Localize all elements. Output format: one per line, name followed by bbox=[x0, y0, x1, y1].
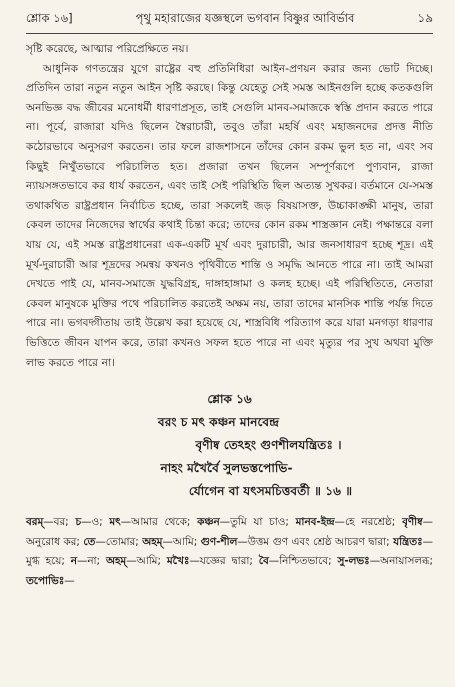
synonym-term: চ bbox=[75, 516, 82, 529]
purport-body bbox=[26, 40, 433, 373]
synonym-meaning: আমার থেকে bbox=[131, 516, 187, 529]
synonym-term: অহম্ bbox=[142, 535, 163, 548]
synonym-term: তপোভিঃ bbox=[26, 574, 65, 587]
synonym-meaning: তুমি যা চাও bbox=[230, 516, 286, 529]
synonym-term: মখৈঃ bbox=[166, 555, 190, 568]
synonym-term: বৃণীষ্ব bbox=[402, 516, 423, 529]
purport-paragraph: সৃষ্টি করেছে, আত্মার পরিপ্রেক্ষিতে নয়। bbox=[26, 43, 189, 55]
header-verse-ref: শ্লোক ১৬] bbox=[26, 11, 73, 25]
synonym-meaning: অনায়াসলব্ধ bbox=[380, 555, 430, 568]
synonym-meaning: নিশ্চিতভাবে bbox=[279, 555, 329, 568]
synonym-term: বরম্ bbox=[26, 516, 44, 529]
synonym-term: যন্ত্রিতঃ bbox=[393, 535, 423, 548]
verse-line: র্যোগেন বা যৎসমচিত্তবর্তী ॥ ১৬ ॥ bbox=[188, 484, 353, 499]
synonym-term: বৈ bbox=[258, 555, 269, 568]
purport-paragraph: আধুনিক গণতন্ত্রের যুগে রাষ্ট্রের বহু প্রতিনিধিরা আইন-প্রণয়ন করার জন্য ভোট দিচ্ছে। প্রতিদিন তারা নতুন নতুন আইন সৃষ্টি করছে। কিন্তু যেহেতু সেই সমস্ত আইনগুলি হচ্ছে কতকগুলি অনভিজ্ঞ বদ্ধ জীবের মনোধর্মী ধারণাপ্রসূত, তাই সেগুলি মানব-সমাজকে স্বস্তি প্রদান করতে পারে না। পূর্বে, রাজারা যদিও ছিলেন স্বৈরাচারী, তবুও তাঁরা মহর্ষি এবং মহাজনদের প্রদত্ত নীতি কঠোরভাবে অনুসরণ করতেন। তার ফলে রাজশাসনে তাঁদের কোন রকম ভুল হত না, এবং সব কিছুই নিখুঁতভাবে পরিচালিত হত। প্রজারা তখন ছিলেন সম্পূর্ণরূপে পুণ্যবান, রাজা ন্যায়সঙ্গতভাবে কর ধার্য করতেন, এবং তাই সেই পরিস্থিতি ছিল অত্যন্ত সুখকর। বর্তমানে যে-সমস্ত তথাকথিত রাষ্ট্রপ্রধান নির্বাচিত হচ্ছে, তারা সকলেই জড় বিষয়াসক্ত, উচ্চাকাঙ্ক্ষী মানুষ, তারা কেবল তাদের নিজেদের স্বার্থের কথাই চিন্তা করে; তাদের কোন রকম শাস্ত্রজ্ঞান নেই। পক্ষান্তরে বলা যায় যে, এই সমস্ত রাষ্ট্রপ্রধানেরা এক-একটি মূর্খ এবং দুরাচারী, আর জনসাধারণ হচ্ছে শূদ্র। এই মূর্খ-দুরাচারী আর শূদ্রদের সমন্বয় কখনও পৃথিবীতে শান্তি ও সমৃদ্ধি আনতে পারে না। তাই আমরা দেখতে পাই যে, মানব-সমাজে যুদ্ধবিগ্রহ, দাঙ্গাহাঙ্গামা ও কলহ হচ্ছে। এই পরিস্থিতিতে, নেতারা কেবল মানুষকে মুক্তির পথে পরিচালিত করতেই অক্ষম নয়, তারা তাদের মানসিক শান্তি পর্যন্ত দিতে পারে না। ভগবদ্গীতায় তাই উল্লেখ করা হয়েছে যে, শাস্ত্রবিধি পরিত্যাগ করে যারা মনগড়া ধারণার ভিত্তিতে জীবন যাপন করে, তারা কখনও সফল হতে পারে না এবং মৃত্যুর পর সুখ অথবা মুক্তি লাভ করতে পারে না। bbox=[26, 62, 433, 369]
synonym-term: মানব-ইন্দ্র bbox=[295, 516, 335, 529]
synonym-term: তে bbox=[83, 535, 96, 548]
synonym-term: সু-লভঃ bbox=[337, 555, 370, 568]
synonym-term: কঞ্চন bbox=[197, 516, 220, 529]
synonym-term: ন bbox=[70, 555, 77, 568]
synonym-term: গুণ-শীল bbox=[200, 535, 238, 548]
synonym-meaning: ও bbox=[91, 516, 100, 529]
verse-block bbox=[26, 387, 433, 503]
synonym-meaning: বর bbox=[53, 516, 66, 529]
verse-line: বৃণীষ্ব তেঽহং গুণশীলযন্ত্রিতঃ । bbox=[195, 438, 342, 453]
synonym-meaning: উত্তম গুণ এবং শ্রেষ্ঠ আচরণ দ্বারা bbox=[247, 535, 387, 548]
verse-line: বরং চ মৎ কঞ্চন মানবেন্দ্র bbox=[157, 415, 280, 430]
verse-line: নাহং মখৈর্বৈ সুলভস্তপোভি- bbox=[160, 461, 293, 476]
page-header bbox=[26, 10, 433, 30]
synonym-term: মৎ bbox=[109, 516, 121, 529]
synonym-meaning: যজ্ঞের দ্বারা bbox=[199, 555, 250, 568]
synonym-meaning: তোমার bbox=[105, 535, 136, 548]
header-rule bbox=[26, 33, 433, 34]
header-chapter-title: পৃথু মহারাজের যজ্ঞস্থলে ভগবান বিষ্ণুর আবির্ভাব bbox=[135, 11, 355, 25]
synonym-term: অহম্ bbox=[105, 555, 127, 568]
synonym-meaning: হে নরশ্রেষ্ঠ bbox=[344, 516, 392, 529]
synonym-meaning: মুগ্ধ হয়ে bbox=[26, 555, 62, 568]
verse-title: শ্লোক ১৬ bbox=[207, 392, 252, 407]
synonym-meaning: আমি bbox=[172, 535, 194, 548]
synonyms-paragraph: বরম্—বর; চ—ও; মৎ—আমার থেকে; কঞ্চন—তুমি যা চাও; মানব-ইন্দ্র—হে নরশ্রেষ্ঠ; বৃণীষ্ব—অনুরোধ কর; তে—তোমার; অহম্—আমি; গুণ-শীল—উত্তম গুণ এবং শ্রেষ্ঠ আচরণ দ্বারা; যন্ত্রিতঃ—মুগ্ধ হয়ে; ন—না; অহম্—আমি; মখৈঃ—যজ্ঞের দ্বারা; বৈ—নিশ্চিতভাবে; সু-লভঃ—অনায়াসলব্ধ; তপোভিঃ— bbox=[26, 516, 434, 587]
synonym-meaning: অনুরোধ কর bbox=[26, 535, 77, 548]
page-number: ১৯ bbox=[417, 11, 433, 25]
synonym-meaning: আমি bbox=[136, 555, 158, 568]
synonym-meaning: না bbox=[87, 555, 97, 568]
